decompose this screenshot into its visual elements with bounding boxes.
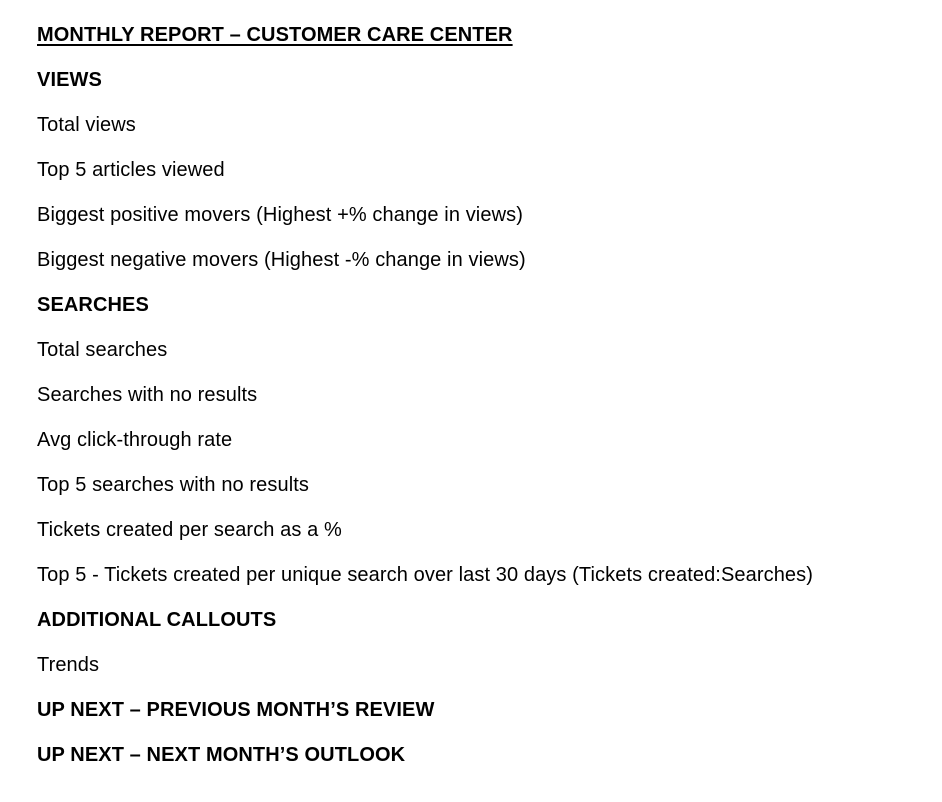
views-item-total: Total views xyxy=(37,114,136,136)
report-title: MONTHLY REPORT – CUSTOMER CARE CENTER xyxy=(37,24,513,46)
searches-item-total: Total searches xyxy=(37,339,168,361)
searches-item-top-tickets: Top 5 - Tickets created per unique search over last 30 days (Tickets created:Searches) xyxy=(37,564,814,586)
callouts-item-trends: Trends xyxy=(37,654,100,676)
views-item-positive-movers: Biggest positive movers (Highest +% change in views) xyxy=(37,204,523,226)
up-next-outlook-heading: UP NEXT – NEXT MONTH’S OUTLOOK xyxy=(37,744,406,766)
searches-item-ctr: Avg click-through rate xyxy=(37,429,233,451)
views-item-top-articles: Top 5 articles viewed xyxy=(37,159,225,181)
callouts-heading: ADDITIONAL CALLOUTS xyxy=(37,609,277,631)
views-item-negative-movers: Biggest negative movers (Highest -% change in views) xyxy=(37,249,526,271)
searches-item-top-no-results: Top 5 searches with no results xyxy=(37,474,310,496)
searches-heading: SEARCHES xyxy=(37,294,149,316)
up-next-previous-heading: UP NEXT – PREVIOUS MONTH’S REVIEW xyxy=(37,699,435,721)
searches-item-tickets-percent: Tickets created per search as a % xyxy=(37,519,342,541)
views-heading: VIEWS xyxy=(37,69,102,91)
searches-item-no-results: Searches with no results xyxy=(37,384,258,406)
